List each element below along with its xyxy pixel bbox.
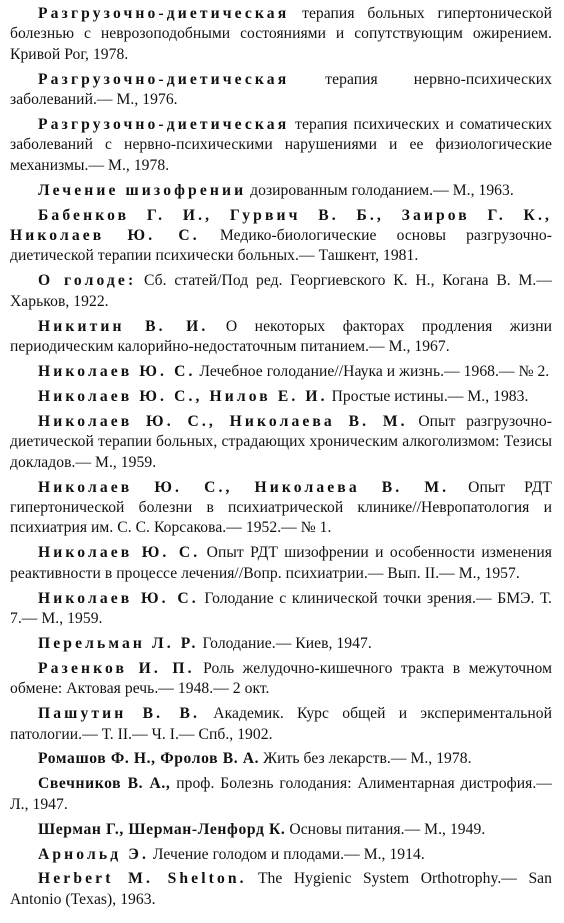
reference-text: Медико-биологические основы разгрузочно-диетической терапии психически больных.— Ташкент, 1981. [10,227,552,265]
reference-author: О голоде: [38,272,137,290]
reference-text: терапия больных гипертонической болезнью с неврозоподобными состояниями и сопутствующим ожирением. Кривой Рог, 1978. [10,5,552,63]
reference-entry [10,4,552,65]
reference-author: Лечение шизофрении [38,181,247,199]
reference-author: Бабенков Г. И., Гурвич В. Б., Заиров Г. К., Николаев Ю. С. [10,206,552,245]
reference-text: дозированным голоданием.— М., 1963. [246,181,514,199]
reference-entry [10,749,552,769]
reference-text: Простые истины.— М., 1983. [327,387,529,405]
reference-entry [10,271,552,312]
reference-list [10,4,552,910]
reference-author: Разгрузочно-диетическая [38,70,290,88]
reference-text: Опыт РДТ шизофрении и особенности изменения реактивности в процессе лечения//Вопр. психиатрии.— Вып. II.— М., 1957. [10,544,552,582]
reference-author: Николаев Ю. С. [38,589,199,607]
reference-author: Свечников В. А., [38,775,171,793]
reference-text: Жить без лекарств.— М., 1978. [259,750,472,768]
reference-author: Разгрузочно-диетическая [38,116,290,134]
reference-entry [10,634,552,654]
reference-text: терапия психических и соматических заболеваний с нервно-психическими нарушениями и ее физиологические механизмы.— М., 1978. [10,116,552,174]
reference-author: Николаев Ю. С., Николаева В. М. [38,478,450,496]
reference-text: проф. Болезнь голодания: Алиментарная дистрофия.— Л., 1947. [10,775,552,813]
reference-author: Пашутин В. В. [38,705,201,723]
reference-entry [10,820,552,840]
reference-entry [10,317,552,358]
reference-text: Голодание.— Киев, 1947. [198,634,372,652]
reference-author: Никитин В. И. [38,317,209,335]
reference-text: Опыт РДТ гипертонической болезни в психиатрической клинике//Невропатология и психиатрия им. С. С. Корсакова.— 1952.— № 1. [10,478,552,537]
reference-text: Основы питания.— М., 1949. [285,820,486,838]
reference-entry [10,70,552,111]
reference-author: Разгрузочно-диетическая [38,5,290,22]
reference-text: Академик. Курс общей и экспериментальной патологии.— Т. II.— Ч. I.— Спб., 1902. [10,705,552,743]
reference-entry [10,387,552,407]
reference-entry [10,543,552,584]
reference-text: Сб. статей/Под ред. Георгиевского К. Н., Когана В. М.— Харьков, 1922. [10,272,552,310]
reference-author: Николаев Ю. С., Нилов Е. И. [38,387,328,405]
reference-entry [10,478,552,539]
reference-author: Арнольд Э. [38,845,149,863]
reference-text: The Hygienic System Orthotrophy.— San Antonio (Texas), 1963. [10,870,552,908]
reference-entry [10,845,552,865]
reference-entry [10,181,552,201]
reference-author: Николаев Ю. С. [38,544,201,562]
reference-text: Опыт разгрузочно-диетической терапии больных, страдающих хроническим алкоголизмом: Тезисы докладов.— М., 1959. [10,412,553,471]
reference-author: Николаев Ю. С. [38,363,196,380]
reference-entry [10,115,552,176]
reference-author: Перельман Л. Р. [38,634,199,652]
reference-text: Лечебное голодание//Наука и жизнь.— 1968.— № 2. [195,363,550,380]
reference-author: Herbert M. Shelton. [38,870,247,888]
reference-entry [10,589,552,630]
reference-entry [10,362,552,382]
reference-text: Роль желудочно-кишечного тракта в межуточном обмене: Актовая речь.— 1948.— 2 окт. [10,659,552,698]
reference-author: Шерман Г., Шерман-Ленфорд К. [38,820,286,838]
reference-text: Голодание с клинической точки зрения.— БМЭ. Т. 7.— М., 1959. [10,589,552,627]
reference-text: Лечение голодом и плодами.— М., 1914. [148,845,425,863]
reference-entry [10,206,552,267]
reference-entry [10,869,552,910]
reference-entry [10,412,552,473]
reference-author: Николаев Ю. С., Николаева В. М. [38,412,408,430]
reference-author: Разенков И. П. [38,659,195,677]
reference-entry [10,659,552,700]
reference-text: О некоторых факторах продления жизни периодическим калорийно-недостаточным питанием.— М., 1967. [10,317,553,356]
reference-text: терапия нервно-психических заболеваний.— М., 1976. [10,70,552,109]
reference-entry [10,704,552,745]
reference-entry [10,774,552,815]
reference-author: Ромашов Ф. Н., Фролов В. А. [38,750,260,768]
